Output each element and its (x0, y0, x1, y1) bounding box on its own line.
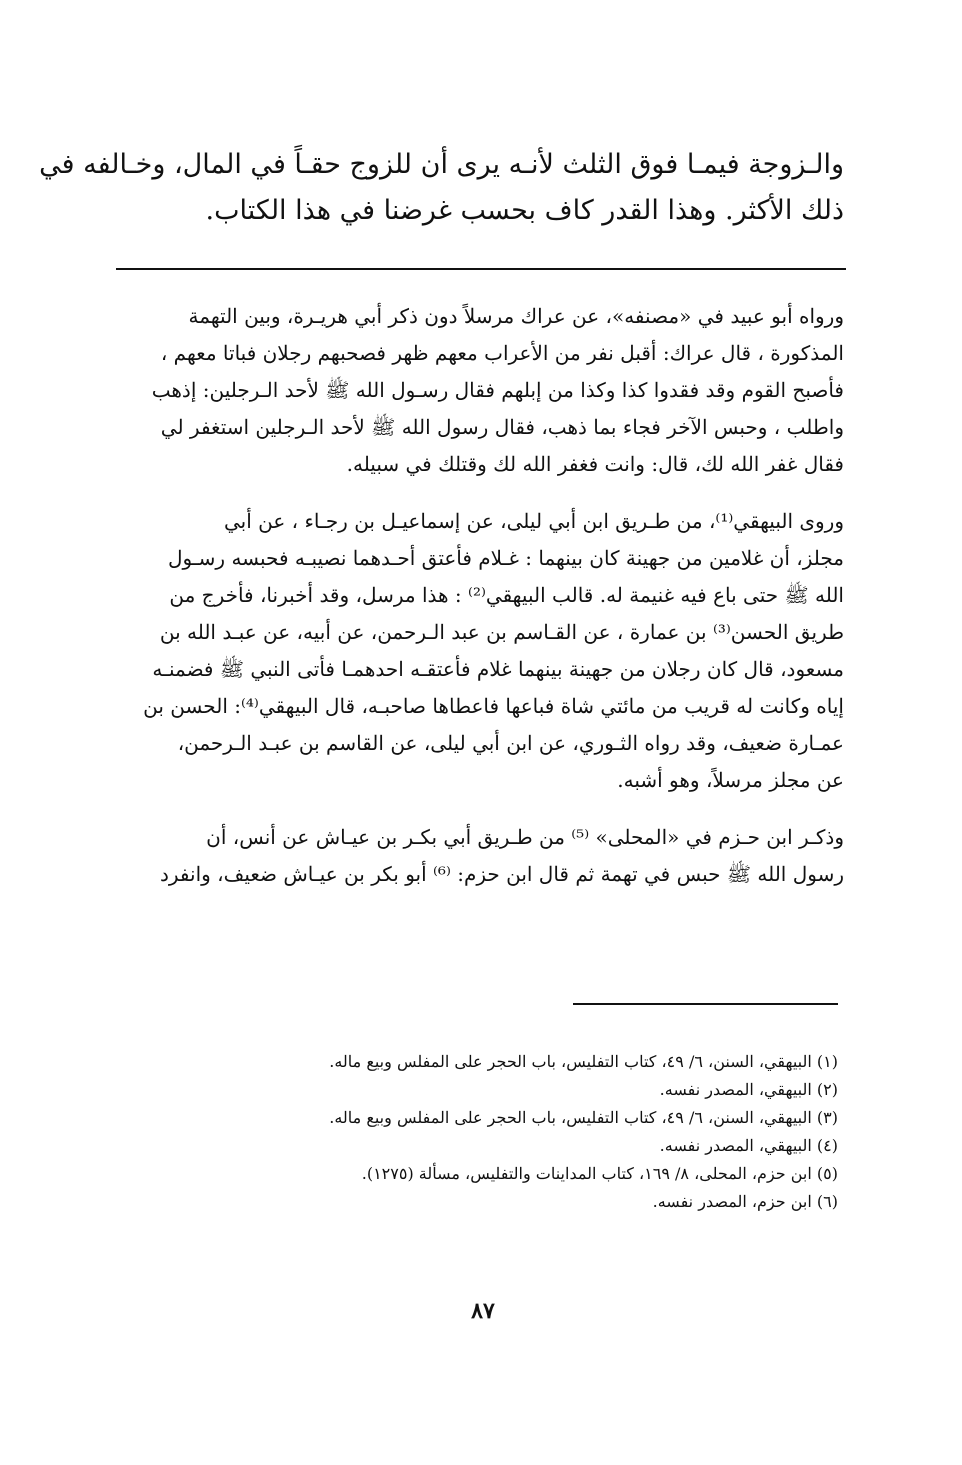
section-divider (116, 268, 846, 270)
text-line: المذكورة ، قال عراك: أقبل نفر من الأعراب معهم ظهر فصحبهم رجلان فباتا معهم ، (160, 341, 844, 365)
text-line: عمـارة ضعيف، وقد رواه الثـوري، عن ابن أبي ليلى، عن القاسم بن عبـد الـرحمن، (177, 731, 844, 755)
text-line: طريق الحسن⁽³⁾ بن عمارة ، عن القـاسم بن عبد الـرحمن، عن أبيه، عن عبـد الله بن (159, 620, 844, 644)
footnote-divider (573, 1003, 838, 1005)
text-line: فقال غفر الله لك، قال: وانت فغفر الله لك وقتلك في سبيله. (346, 452, 844, 476)
paragraph (116, 819, 844, 893)
text-line: وروى البيهقي⁽¹⁾، من طـريق ابن أبي ليلى، عن إسماعيـل بن رجـاء ، عن أبي (223, 509, 844, 533)
footnote-1: (١) البيهقي، السنن، ٦/ ٤٩، كتاب التفليس، باب الحجر على المفلس وبيع ماله. (329, 1052, 838, 1071)
main-text (39, 142, 844, 234)
text-line: إياه وكانت له قريب من مائتي شاة فباعها فاعطاها صاحبـه، قال البيهقي⁽⁴⁾: الحسن بن (143, 694, 844, 718)
text-line: فأصبح القوم وقد فقدوا كذا وكذا من إبلهم فقال رسـول الله ﷺ لأحد الـرجلين: إذهب (151, 378, 844, 402)
text-line: مجلز، أن غلامين من جهينة كان بينهما : غـلام فأعتق أحـدهما نصيبـه فحبسه رسـول (167, 546, 844, 570)
paragraph (116, 503, 844, 799)
main-text-line: ذلك الأكثر. وهذا القدر كاف بحسب غرضنا في هذا الكتاب. (205, 195, 844, 226)
footnote-4: (٤) البيهقي، المصدر نفسه. (659, 1136, 838, 1155)
footnote-3: (٣) البيهقي، السنن، ٦/ ٤٩، كتاب التفليس، باب الحجر على المفلس وبيع ماله. (329, 1108, 838, 1127)
text-line: مسعود، قال كان رجلان من جهينة بينهما غلام فأعتقـه احدهمـا فأتى النبي ﷺ فضمنـه (152, 657, 844, 681)
page-number: ٨٧ (471, 1298, 495, 1324)
footnotes (218, 1048, 838, 1216)
text-line: وذكـر ابن حـزم في «المحلى» ⁽⁵⁾ من طـريق أبي بكـر بن عيـاش عن أنس، أن (206, 825, 844, 849)
footnote-5: (٥) ابن حزم، المحلى، ٨/ ١٦٩، كتاب المداينات والتفليس، مسألة (١٢٧٥). (361, 1164, 838, 1183)
main-text-line: والـزوجة فيمـا فوق الثلث لأنـه يرى أن للزوج حقـاً في المال، وخـالفه في (39, 149, 844, 180)
footnote-6: (٦) ابن حزم، المصدر نفسه. (652, 1192, 838, 1211)
quoted-text (116, 298, 844, 913)
text-line: الله ﷺ حتى باع فيه غنيمة له. قالب البيهقي⁽²⁾ : هذا مرسل، وقد أخبرنا، فأخرج من (169, 583, 844, 607)
text-line: رسول الله ﷺ حبس في تهمة ثم قال ابن حزم: ⁽⁶⁾ أبو بكر بن عيـاش ضعيف، وانفرد (159, 862, 844, 886)
text-line: واطلب ، وحبس الآخر فجاء بما ذهب، فقال رسول الله ﷺ لأحد الـرجلين استغفر لي (160, 415, 844, 439)
footnote-2: (٢) البيهقي، المصدر نفسه. (659, 1080, 838, 1099)
text-line: ورواه أبو عبيد في «مصنفه»، عن عراك مرسلاً دون ذكر أبي هريـرة، وبين التهمة (188, 304, 844, 328)
text-line: عن مجلز مرسلاً، وهو أشبه. (617, 768, 844, 792)
paragraph (116, 298, 844, 483)
